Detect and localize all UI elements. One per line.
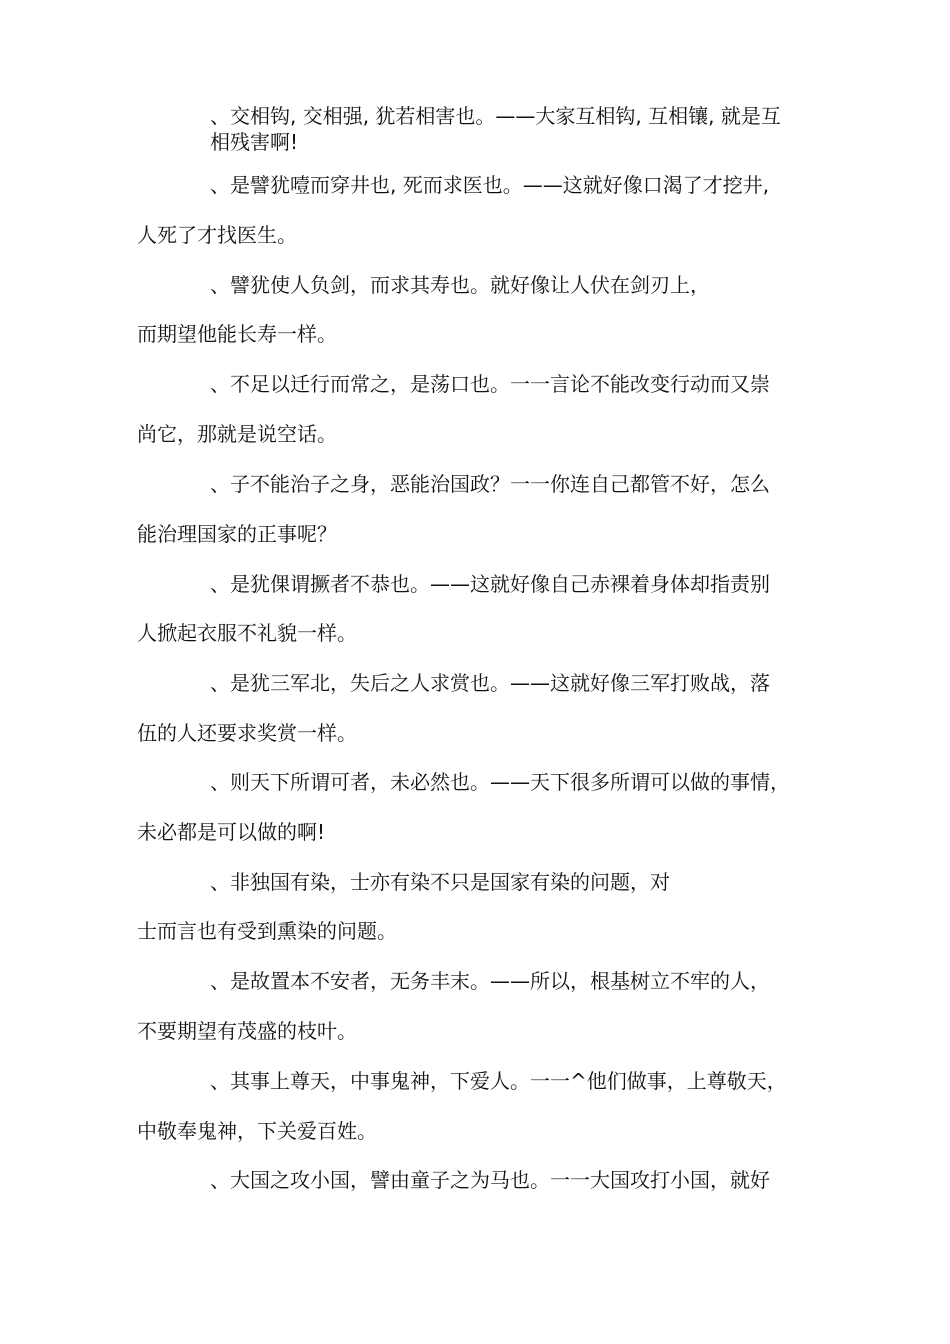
text-line: 、不足以迁行而常之，是荡口也。一一言论不能改变行动而又崇 [210, 372, 770, 396]
text-line: 能治理国家的正事呢？ [137, 522, 337, 546]
text-line: 、是犹三军北，失后之人求赏也。——这就好像三军打败战，落 [210, 671, 770, 695]
text-line: 、非独国有染，士亦有染不只是国家有染的问题，对 [210, 870, 670, 894]
text-line: 、譬犹使人负剑，而求其寿也。就好像让人伏在剑刃上， [210, 273, 710, 297]
text-line: 、则天下所谓可者，未必然也。——天下很多所谓可以做的事情， [210, 770, 790, 794]
text-line: 、其事上尊天，中事鬼神，下爱人。一一^他们做事，上尊敬天， [210, 1069, 787, 1093]
text-line: 、是譬犹噎而穿井也, 死而求医也。——这就好像口渴了才挖井, [210, 173, 770, 197]
text-line: 、是犹倮谓撅者不恭也。——这就好像自己赤裸着身体却指责别 [210, 572, 770, 596]
text-line: 、大国之攻小国，譬由童子之为马也。一一大国攻打小国，就好 [210, 1168, 770, 1192]
text-line: 、交相钩, 交相强, 犹若相害也。——大家互相钩, 互相镶, 就是互 [210, 104, 781, 128]
text-line: 不要期望有茂盛的枝叶。 [137, 1019, 357, 1043]
text-line: 伍的人还要求奖赏一样。 [137, 721, 357, 745]
text-line: 相残害啊! [210, 130, 299, 154]
text-line: 而期望他能长寿一样。 [137, 322, 337, 346]
text-line: 尚它，那就是说空话。 [137, 422, 337, 446]
text-line: 中敬奉鬼神，下关爱百姓。 [137, 1119, 377, 1143]
text-line: 人掀起衣服不礼貌一样。 [137, 621, 357, 645]
text-line: 、子不能治子之身，恶能治国政？一一你连自己都管不好，怎么 [210, 472, 770, 496]
text-line: 、是故置本不安者，无务丰末。——所以，根基树立不牢的人， [210, 969, 770, 993]
text-line: 人死了才找医生。 [137, 223, 297, 247]
text-line: 未必都是可以做的啊! [137, 820, 326, 844]
text-line: 士而言也有受到熏染的问题。 [137, 919, 397, 943]
